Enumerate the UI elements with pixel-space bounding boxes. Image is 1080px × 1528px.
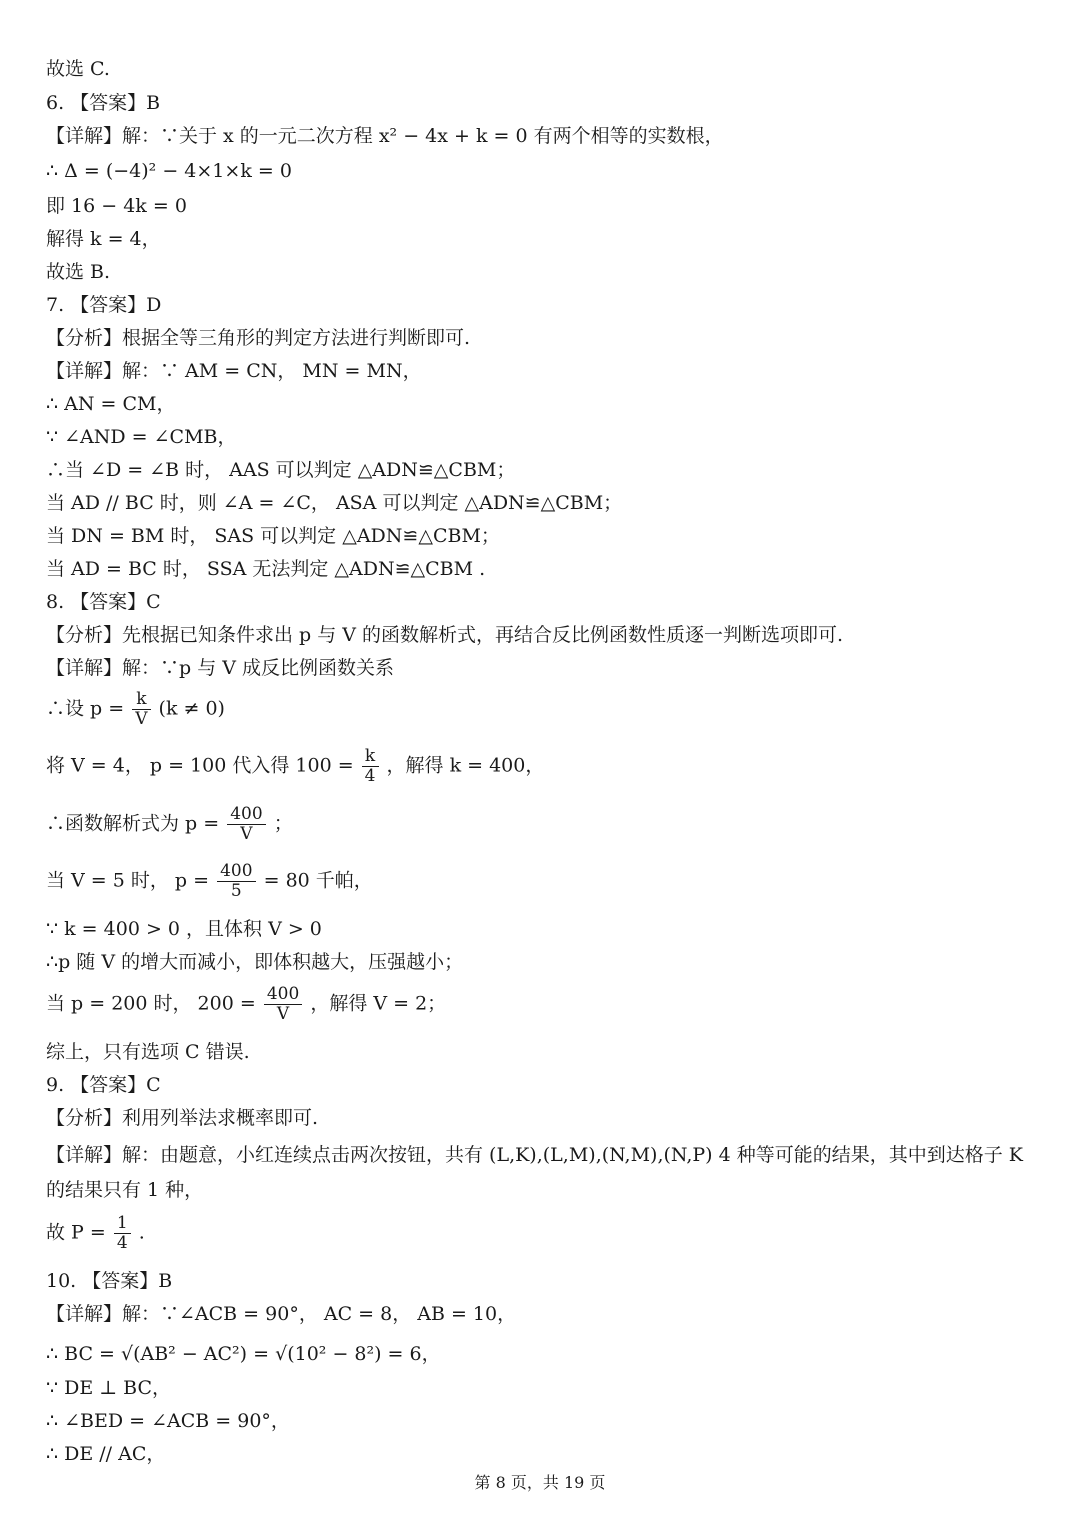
numerator: 1 — [114, 1214, 131, 1234]
text-line: 即 16 − 4k = 0 — [46, 195, 187, 217]
fraction — [227, 805, 265, 844]
text-line: ∴ DE // AC， — [46, 1443, 166, 1465]
fraction-line — [46, 747, 544, 786]
text-line: 【详解】解：∵ AM = CN， MN = MN， — [46, 360, 422, 382]
fraction-line — [46, 985, 446, 1024]
numerator: k — [132, 690, 150, 710]
fraction-prefix: 故 P = — [46, 1221, 106, 1244]
denominator: V — [240, 824, 253, 844]
fraction-prefix: 当 V = 5 时， p = — [46, 869, 210, 892]
text-line: 【详解】解：∵关于 x 的一元二次方程 x² − 4x + k = 0 有两个相等的实数根， — [46, 125, 724, 147]
denominator: 4 — [116, 1233, 128, 1253]
denominator: V — [135, 709, 148, 729]
numerator: 400 — [217, 862, 255, 882]
fraction — [217, 862, 255, 901]
fraction-line — [46, 862, 373, 901]
fraction-prefix: ∴设 p = — [46, 697, 125, 720]
numerator: 400 — [227, 805, 265, 825]
text-line: ∴ BC = √(AB² − AC²) = √(10² − 8²) = 6， — [46, 1343, 441, 1365]
denominator: 5 — [230, 881, 242, 901]
numerator: k — [362, 747, 379, 767]
text-line: ∴ AN = CM， — [46, 393, 176, 415]
text-line: ∵ k = 400 > 0 ，且体积 V > 0 — [46, 918, 322, 940]
text-line: 故选 C. — [46, 58, 110, 80]
fraction — [362, 747, 379, 786]
fraction-suffix: . — [138, 1221, 145, 1244]
text-line: 9. 【答案】C — [46, 1074, 161, 1096]
text-line: 【分析】利用列举法求概率即可. — [46, 1107, 319, 1129]
fraction — [264, 985, 302, 1024]
text-line: ∵ DE ⊥ BC， — [46, 1377, 172, 1399]
text-line: 解得 k = 4， — [46, 228, 161, 250]
numerator: 400 — [264, 985, 302, 1005]
text-line: 【详解】解：∵p 与 V 成反比例函数关系 — [46, 657, 395, 679]
text-line: 7. 【答案】D — [46, 294, 162, 316]
text-line: 【详解】解：∵∠ACB = 90°， AC = 8， AB = 10， — [46, 1303, 517, 1325]
text-line: 8. 【答案】C — [46, 591, 161, 613]
fraction-prefix: ∴函数解析式为 p = — [46, 812, 220, 835]
text-line: ∴p 随 V 的增大而减小，即体积越大，压强越小； — [46, 951, 464, 973]
denominator: 4 — [364, 766, 376, 786]
fraction-suffix: ； — [273, 812, 293, 835]
fraction-suffix: ，解得 V = 2； — [310, 992, 447, 1015]
text-line: 当 DN = BM 时， SAS 可以判定 △ADN≌△CBM； — [46, 525, 500, 547]
text-line: 6. 【答案】B — [46, 92, 161, 114]
fraction-suffix: ，解得 k = 400， — [386, 754, 545, 777]
text-line: 【详解】解：由题意，小红连续点击两次按钮，共有 (L,K),(L,M),(N,M),(N,P) 4 种等可能的结果，其中到达格子 K — [46, 1144, 1023, 1166]
text-line: ∴当 ∠D = ∠B 时， AAS 可以判定 △ADN≌△CBM； — [46, 459, 516, 481]
fraction-prefix: 当 p = 200 时， 200 = — [46, 992, 256, 1015]
text-line: 综上，只有选项 C 错误. — [46, 1041, 250, 1063]
fraction-line — [46, 1214, 145, 1253]
fraction-suffix: (k ≠ 0) — [158, 697, 225, 720]
fraction — [114, 1214, 131, 1253]
fraction-prefix: 将 V = 4， p = 100 代入得 100 = — [46, 754, 354, 777]
text-line: 【分析】先根据已知条件求出 p 与 V 的函数解析式，再结合反比例函数性质逐一判断选项即可. — [46, 624, 844, 646]
fraction-line — [46, 690, 225, 729]
fraction — [132, 690, 150, 729]
text-line: 故选 B. — [46, 261, 111, 283]
text-line: 【分析】根据全等三角形的判定方法进行判断即可. — [46, 327, 471, 349]
text-line: 的结果只有 1 种， — [46, 1179, 204, 1201]
text-line: 当 AD = BC 时， SSA 无法判定 △ADN≌△CBM . — [46, 558, 486, 580]
text-line: ∴ ∠BED = ∠ACB = 90°， — [46, 1410, 290, 1432]
text-line: 当 AD // BC 时，则 ∠A = ∠C， ASA 可以判定 △ADN≌△CBM； — [46, 492, 623, 514]
text-line: ∴ Δ = (−4)² − 4×1×k = 0 — [46, 160, 292, 182]
fraction-suffix: = 80 千帕， — [263, 869, 373, 892]
denominator: V — [276, 1004, 290, 1024]
text-line: 10. 【答案】B — [46, 1270, 173, 1292]
page-footer: 第 8 页，共 19 页 — [474, 1473, 606, 1492]
text-line: ∵ ∠AND = ∠CMB， — [46, 426, 237, 448]
fraction-line — [46, 805, 293, 844]
